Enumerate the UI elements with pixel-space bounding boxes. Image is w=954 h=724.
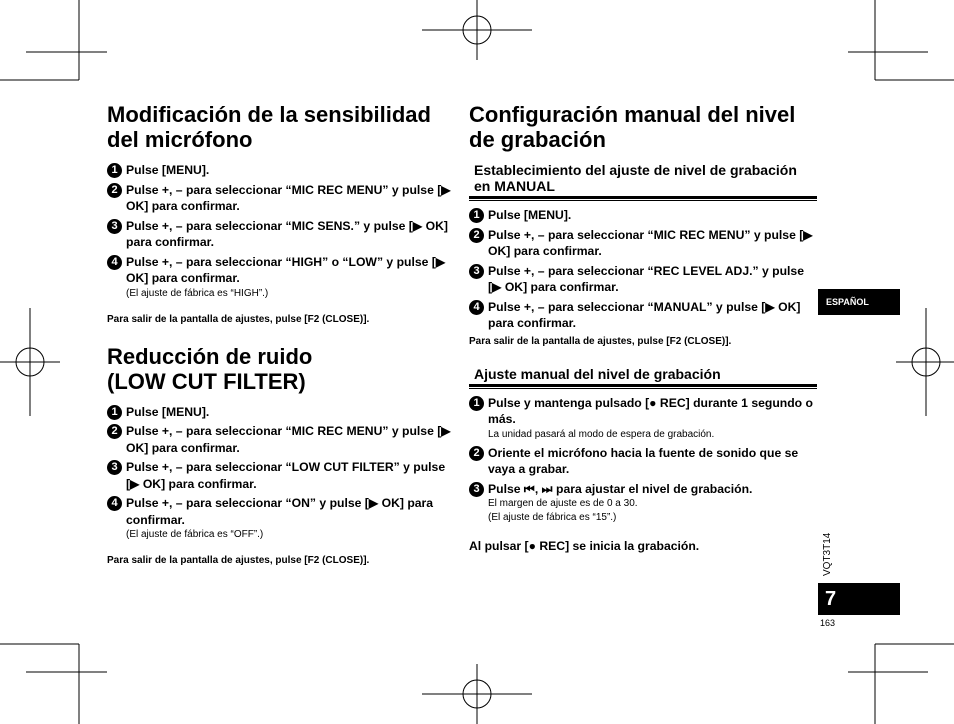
right-column [469, 102, 817, 553]
step-item [107, 495, 455, 542]
left-column [107, 102, 455, 567]
chapter-number: 7 [818, 583, 900, 615]
step-text: Pulse [MENU]. [126, 163, 210, 177]
step-number: 3 [469, 482, 484, 497]
step-item [469, 263, 817, 296]
step-text: Pulse +, – para seleccionar “ON” y pulse [▶ OK] para confirmar. [126, 496, 434, 527]
title-line: (LOW CUT FILTER) [107, 368, 306, 394]
section-title-low-cut [107, 344, 455, 394]
step-number: 3 [107, 460, 122, 475]
step-item [469, 207, 817, 224]
step-number: 1 [469, 396, 484, 411]
step-item [107, 459, 455, 492]
step-item [107, 423, 455, 456]
exit-instruction: Para salir de la pantalla de ajustes, pulse [F2 (CLOSE)]. [107, 313, 370, 325]
title-line: Reducción de ruido [107, 343, 313, 369]
step-number: 1 [107, 405, 122, 420]
step-text: Pulse [MENU]. [126, 404, 210, 419]
step-number: 2 [107, 424, 122, 439]
step-text: Pulse +, – para seleccionar “HIGH” o “LOW” y pulse [▶ OK] para confirmar. [126, 254, 446, 285]
step-item [107, 162, 455, 179]
document-code: VQT3T14 [822, 532, 833, 576]
step-block [488, 481, 752, 526]
step-item [107, 218, 455, 251]
step-number: 1 [469, 208, 484, 223]
step-block [126, 254, 455, 301]
step-text: Pulse +, – para seleccionar “MIC SENS.” y pulse [▶ OK] para confirmar. [126, 218, 448, 249]
subsection-title-manual: Establecimiento del ajuste de nivel de grabación en MANUAL [474, 162, 797, 194]
step-note: El margen de ajuste es de 0 a 30. [488, 498, 638, 509]
step-item [107, 254, 455, 301]
step-block [488, 395, 817, 442]
language-tab: ESPAÑOL [818, 289, 900, 315]
step-item [469, 395, 817, 442]
step-note: (El ajuste de fábrica es “15”.) [488, 512, 617, 523]
steps-low-cut [107, 404, 455, 543]
exit-instruction: Para salir de la pantalla de ajustes, pulse [F2 (CLOSE)]. [107, 555, 370, 566]
start-recording-note: Al pulsar [● REC] se inicia la grabación. [469, 539, 700, 553]
step-note: (El ajuste de fábrica es “OFF”.) [126, 529, 264, 540]
step-number: 4 [469, 300, 484, 315]
steps-manual-adjust [469, 395, 817, 526]
step-item [469, 481, 817, 526]
step-number: 2 [469, 446, 484, 461]
step-text: Pulse y mantenga pulsado [● REC] durante 1 segundo o más. [488, 395, 813, 426]
steps-manual-setting [469, 207, 817, 332]
step-text: Pulse +, – para seleccionar “LOW CUT FILTER” y pulse [▶ OK] para confirmar. [126, 460, 446, 491]
step-number: 1 [107, 163, 122, 178]
step-note: (El ajuste de fábrica es “HIGH”.) [126, 287, 269, 299]
step-number: 4 [107, 496, 122, 511]
step-text: Pulse +, – para seleccionar “REC LEVEL ADJ.” y pulse [▶ OK] para confirmar. [488, 263, 804, 294]
step-number: 2 [469, 228, 484, 243]
step-note: La unidad pasará al modo de espera de grabación. [488, 428, 715, 440]
step-text: Pulse +, – para seleccionar “MIC REC MENU” y pulse [▶ OK] para confirmar. [126, 182, 451, 213]
step-text: Pulse +, – para seleccionar “MANUAL” y pulse [▶ OK] para confirmar. [488, 299, 801, 330]
section-title-manual-level: Configuración manual del nivel de grabación [469, 102, 796, 152]
step-text: Pulse ⏮, ⏭ para ajustar el nivel de grabación. [488, 481, 753, 496]
step-item [469, 227, 817, 260]
step-item [107, 404, 455, 421]
step-text: Pulse [MENU]. [488, 208, 572, 222]
exit-instruction: Para salir de la pantalla de ajustes, pulse [F2 (CLOSE)]. [469, 335, 732, 347]
step-number: 3 [107, 219, 122, 234]
step-number: 3 [469, 264, 484, 279]
step-item [107, 182, 455, 215]
step-item [469, 445, 817, 478]
section-title-mic-sensitivity: Modificación de la sensibilidad del micrófono [107, 102, 431, 152]
step-number: 4 [107, 255, 122, 270]
step-text: Pulse +, – para seleccionar “MIC REC MENU” y pulse [▶ OK] para confirmar. [488, 227, 813, 258]
subsection-rule [469, 196, 817, 201]
step-text: Pulse +, – para seleccionar “MIC REC MENU” y pulse [▶ OK] para confirmar. [126, 424, 451, 455]
step-item [469, 299, 817, 332]
page-number: 163 [820, 618, 836, 628]
subsection-rule [469, 384, 817, 389]
step-text: Oriente el micrófono hacia la fuente de sonido que se vaya a grabar. [488, 445, 799, 476]
subsection-title-adjust: Ajuste manual del nivel de grabación [474, 365, 721, 382]
step-number: 2 [107, 183, 122, 198]
steps-mic-sensitivity [107, 162, 455, 301]
step-block [126, 495, 455, 542]
